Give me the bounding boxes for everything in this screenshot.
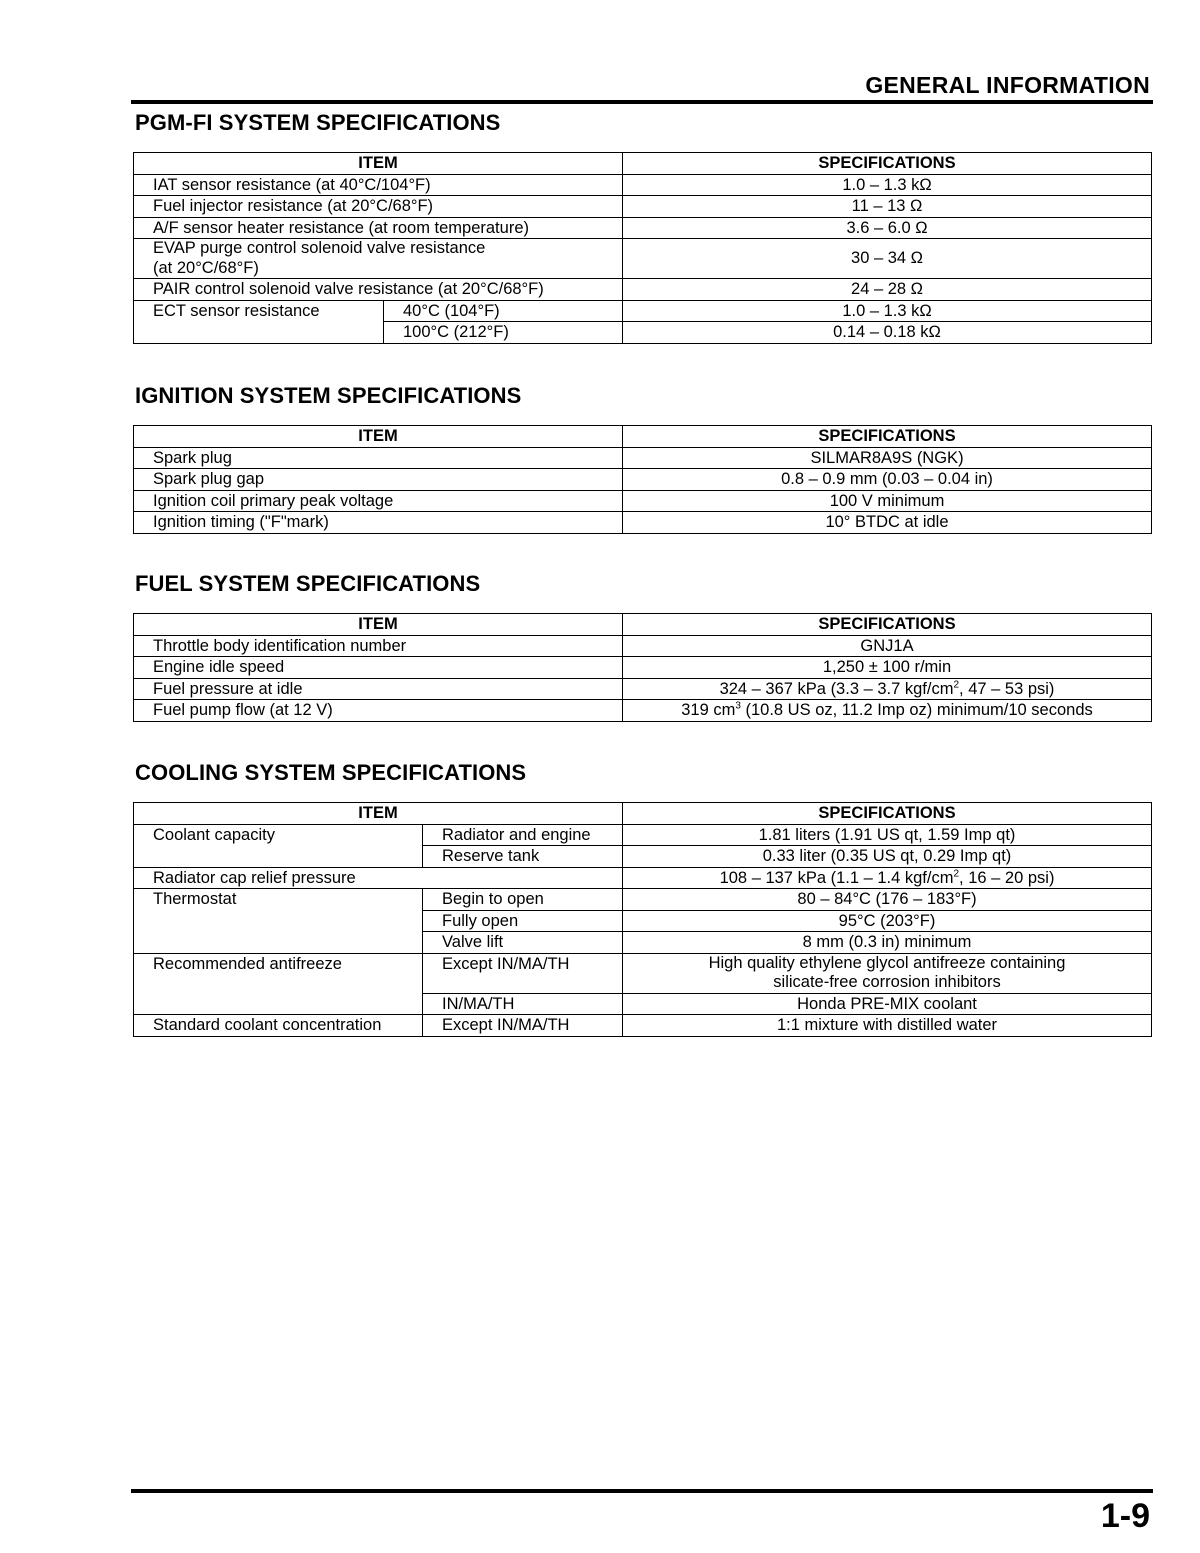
table-row: [134, 1015, 1152, 1037]
row-item: Fuel pressure at idle: [134, 678, 623, 700]
row-spec: 95°C (203°F): [623, 910, 1152, 932]
spec-line: silicate-free corrosion inhibitors: [773, 973, 1001, 991]
row-spec: [623, 678, 1152, 700]
row-item: Radiator cap relief pressure: [134, 867, 623, 889]
table-row: [134, 196, 1152, 218]
row-spec: [623, 953, 1152, 993]
row-spec: SILMAR8A9S (NGK): [623, 447, 1152, 469]
row-condition: 100°C (212°F): [384, 322, 623, 344]
row-item: Engine idle speed: [134, 657, 623, 679]
row-item: Standard coolant concentration: [134, 1015, 423, 1037]
spec-header: SPECIFICATIONS: [623, 803, 1152, 825]
row-spec: 1.0 – 1.3 kΩ: [623, 174, 1152, 196]
row-sub: Except IN/MA/TH: [423, 953, 623, 993]
fuel-table: [133, 613, 1152, 722]
row-sub: Fully open: [423, 910, 623, 932]
row-spec: 1.0 – 1.3 kΩ: [623, 300, 1152, 322]
row-spec: 0.14 – 0.18 kΩ: [623, 322, 1152, 344]
row-spec: 0.33 liter (0.35 US qt, 0.29 Imp qt): [623, 846, 1152, 868]
row-spec: 1:1 mixture with distilled water: [623, 1015, 1152, 1037]
row-spec: [623, 867, 1152, 889]
table-row: [134, 635, 1152, 657]
table-row: [134, 932, 1152, 954]
table-header-row: [134, 614, 1152, 636]
row-spec: Honda PRE-MIX coolant: [623, 993, 1152, 1015]
footer-rule: [131, 1489, 1153, 1493]
row-spec: 24 – 28 Ω: [623, 279, 1152, 301]
spec-header: SPECIFICATIONS: [623, 614, 1152, 636]
table-row: [134, 490, 1152, 512]
spec-text: (10.8 US oz, 11.2 Imp oz) minimum/10 seconds: [740, 701, 1093, 719]
spec-header: SPECIFICATIONS: [623, 153, 1152, 175]
row-item: Spark plug gap: [134, 469, 623, 491]
row-item: A/F sensor heater resistance (at room temperature): [134, 217, 623, 239]
row-spec: 11 – 13 Ω: [623, 196, 1152, 218]
cooling-title: COOLING SYSTEM SPECIFICATIONS: [135, 760, 527, 785]
row-spec: 0.8 – 0.9 mm (0.03 – 0.04 in): [623, 469, 1152, 491]
item-header: ITEM: [134, 426, 623, 448]
row-spec: GNJ1A: [623, 635, 1152, 657]
item-header: ITEM: [134, 614, 623, 636]
table-row: [134, 174, 1152, 196]
row-item: [134, 239, 623, 279]
fuel-title: FUEL SYSTEM SPECIFICATIONS: [135, 571, 481, 596]
row-spec: 3.6 – 6.0 Ω: [623, 217, 1152, 239]
table-row: [134, 889, 1152, 911]
row-item: Fuel pump flow (at 12 V): [134, 700, 623, 722]
item-header: ITEM: [134, 803, 623, 825]
table-row: [134, 657, 1152, 679]
row-item-empty: [134, 932, 423, 954]
spec-text: , 16 – 20 psi): [959, 868, 1055, 887]
row-spec: 1.81 liters (1.91 US qt, 1.59 Imp qt): [623, 824, 1152, 846]
table-header-row: [134, 153, 1152, 175]
row-sub: Radiator and engine: [423, 824, 623, 846]
row-item-empty: [134, 322, 384, 344]
table-row: [134, 447, 1152, 469]
row-condition: 40°C (104°F): [384, 300, 623, 322]
superscript: 2: [953, 868, 960, 879]
row-item-line: EVAP purge control solenoid valve resistance: [153, 239, 486, 257]
table-row: [134, 217, 1152, 239]
row-item: Ignition timing ("F"mark): [134, 512, 623, 534]
spec-header: SPECIFICATIONS: [623, 426, 1152, 448]
table-header-row: [134, 803, 1152, 825]
row-spec: 8 mm (0.3 in) minimum: [623, 932, 1152, 954]
ignition-title: IGNITION SYSTEM SPECIFICATIONS: [135, 383, 522, 408]
row-item: IAT sensor resistance (at 40°C/104°F): [134, 174, 623, 196]
row-item: Throttle body identification number: [134, 635, 623, 657]
header-title: GENERAL INFORMATION: [865, 72, 1150, 98]
table-row: [134, 993, 1152, 1015]
row-spec: 1,250 ± 100 r/min: [623, 657, 1152, 679]
ignition-table: [133, 425, 1152, 534]
row-spec: 30 – 34 Ω: [623, 239, 1152, 279]
header-rule: [131, 100, 1153, 104]
table-header-row: [134, 426, 1152, 448]
row-spec: [623, 700, 1152, 722]
pgmfi-title: PGM-FI SYSTEM SPECIFICATIONS: [135, 110, 501, 135]
row-spec: 10° BTDC at idle: [623, 512, 1152, 534]
table-row: [134, 512, 1152, 534]
spec-text: 108 – 137 kPa (1.1 – 1.4 kgf/cm: [719, 868, 954, 887]
row-sub: IN/MA/TH: [423, 993, 623, 1015]
spec-line: High quality ethylene glycol antifreeze containing: [708, 953, 1066, 972]
row-item: Coolant capacity: [134, 824, 423, 846]
table-row: [134, 300, 1152, 322]
row-sub: Except IN/MA/TH: [423, 1015, 623, 1037]
table-row: [134, 953, 1152, 993]
row-item: Fuel injector resistance (at 20°C/68°F): [134, 196, 623, 218]
row-spec: 80 – 84°C (176 – 183°F): [623, 889, 1152, 911]
superscript: 3: [735, 700, 741, 712]
row-sub: Reserve tank: [423, 846, 623, 868]
item-header: ITEM: [134, 153, 623, 175]
table-row: [134, 678, 1152, 700]
table-row: [134, 700, 1152, 722]
table-row: [134, 469, 1152, 491]
row-item: Recommended antifreeze: [134, 953, 423, 993]
row-item: Thermostat: [134, 889, 423, 911]
table-row: [134, 239, 1152, 279]
table-row: [134, 322, 1152, 344]
row-sub: Valve lift: [423, 932, 623, 954]
row-item: PAIR control solenoid valve resistance (at 20°C/68°F): [134, 279, 623, 301]
table-row: [134, 910, 1152, 932]
table-row: [134, 867, 1152, 889]
row-item: Spark plug: [134, 447, 623, 469]
spec-text: , 47 – 53 psi): [959, 679, 1055, 698]
page-number: 1-9: [1100, 1497, 1150, 1535]
row-item-line: (at 20°C/68°F): [153, 258, 259, 277]
row-spec: 100 V minimum: [623, 490, 1152, 512]
cooling-table: [133, 802, 1152, 1037]
row-item-empty: [134, 910, 423, 932]
spec-text: 324 – 367 kPa (3.3 – 3.7 kgf/cm: [719, 679, 954, 698]
pgmfi-table: [133, 152, 1152, 344]
row-item-empty: [134, 993, 423, 1015]
table-row: [134, 846, 1152, 868]
table-row: [134, 824, 1152, 846]
table-row: [134, 279, 1152, 301]
row-sub: Begin to open: [423, 889, 623, 911]
row-item-empty: [134, 846, 423, 868]
spec-text: 319 cm: [681, 701, 736, 719]
row-item: Ignition coil primary peak voltage: [134, 490, 623, 512]
superscript: 2: [953, 679, 960, 690]
row-item: ECT sensor resistance: [134, 300, 384, 322]
